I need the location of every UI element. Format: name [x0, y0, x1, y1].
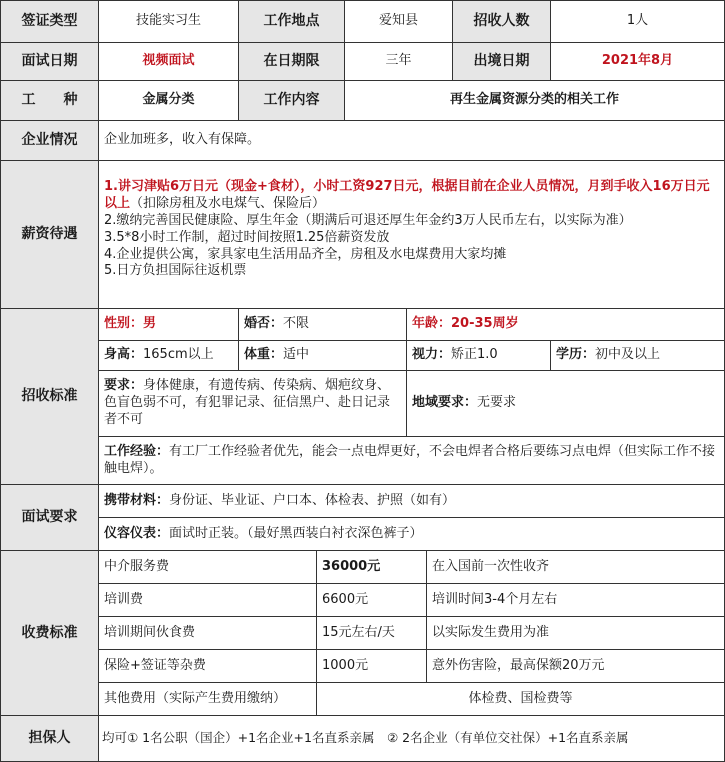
dress-label: 仪容仪表：: [104, 525, 170, 541]
region-value: 无要求: [477, 395, 517, 411]
location-label: 工作地点: [239, 1, 345, 43]
materials-cell: [99, 485, 725, 518]
interview-req-label: 面试要求: [1, 485, 99, 551]
marital-cell: [239, 309, 407, 341]
salary-line-2: 2.缴纳完善国民健康险、厚生年金（期满后可退还厚生年金约3万人民币左右，以实际为准）: [104, 212, 632, 228]
visa-type-value: 技能实习生: [99, 1, 239, 43]
fee-amount: 36000元: [317, 551, 427, 584]
fee-item: 培训期间伙食费: [99, 617, 317, 650]
education-label: 学历：: [556, 347, 596, 363]
requirement-label: 要求：: [104, 378, 144, 394]
visa-type-label: 签证类型: [1, 1, 99, 43]
salary-details: [99, 161, 725, 309]
weight-cell: [239, 341, 407, 371]
job-type-label: 工 种: [1, 81, 99, 121]
materials-label: 携带材料：: [104, 492, 170, 508]
headcount-value: 1人: [551, 1, 725, 43]
vision-label: 视力：: [412, 347, 452, 363]
materials-value: 身份证、毕业证、户口本、体检表、护照（如有）: [169, 492, 456, 508]
fee-note: 培训时间3-4个月左右: [427, 584, 725, 617]
job-type-value: 金属分类: [99, 81, 239, 121]
requirement-cell: [99, 371, 407, 437]
fee-note: 以实际发生费用为准: [427, 617, 725, 650]
company-label: 企业情况: [1, 121, 99, 161]
departure-value: 2021年8月: [551, 43, 725, 81]
fee-item: 中介服务费: [99, 551, 317, 584]
fee-other-item: 其他费用（实际产生费用缴纳）: [99, 683, 317, 716]
interview-date-label: 面试日期: [1, 43, 99, 81]
experience-value: 有工厂工作经验者优先，能会一点电焊更好，不会电焊者合格后要练习点电焊（但实际工作不接触电焊）。: [104, 443, 716, 476]
gender-cell: 性别：男: [99, 309, 239, 341]
education-value: 初中及以上: [595, 347, 661, 363]
salary-line-3: 3.5*8小时工作制，超过时间按照1.25倍薪资发放: [104, 229, 390, 245]
age-cell: 年龄：20-35周岁: [407, 309, 725, 341]
job-content-value: 再生金属资源分类的相关工作: [345, 81, 725, 121]
company-text: 企业加班多，收入有保障。: [99, 121, 725, 161]
job-content-label: 工作内容: [239, 81, 345, 121]
weight-label: 体重：: [244, 347, 284, 363]
fee-other-note: 体检费、国检费等: [317, 683, 725, 716]
marital-label: 婚否：: [244, 316, 284, 332]
fee-note: 在入国前一次性收齐: [427, 551, 725, 584]
experience-cell: [99, 437, 725, 485]
vision-value: 矫正1.0: [451, 347, 498, 363]
region-cell: [407, 371, 725, 437]
vision-cell: [407, 341, 551, 371]
headcount-label: 招收人数: [453, 1, 551, 43]
location-value: 爱知县: [345, 1, 453, 43]
salary-line-5: 5.日方负担国际往返机票: [104, 263, 247, 279]
height-value: 165cm以上: [143, 347, 214, 363]
fee-amount: 15元左右/天: [317, 617, 427, 650]
height-cell: [99, 341, 239, 371]
fees-label: 收费标准: [1, 551, 99, 716]
term-label: 在日期限: [239, 43, 345, 81]
salary-line-4: 4.企业提供公寓，家具家电生活用品齐全，房租及水电煤费用大家均摊: [104, 246, 507, 262]
region-label: 地域要求：: [412, 395, 478, 411]
education-cell: [551, 341, 725, 371]
experience-label: 工作经验：: [104, 443, 170, 459]
marital-value: 不限: [283, 316, 310, 332]
salary-line-1: 1.讲习津贴6万日元（现金+食材），小时工资927日元，根据目前在企业人员情况，月到手收入16万日元以上: [104, 179, 710, 211]
guarantor-text: 均可① 1名公职（国企）+1名企业+1名直系亲属 ② 2名企业（有单位交社保）+1名直系亲属: [99, 716, 725, 762]
weight-value: 适中: [283, 347, 310, 363]
fee-item: 培训费: [99, 584, 317, 617]
fee-item: 保险+签证等杂费: [99, 650, 317, 683]
fee-amount: 1000元: [317, 650, 427, 683]
departure-label: 出境日期: [453, 43, 551, 81]
term-value: 三年: [345, 43, 453, 81]
fee-note: 意外伤害险，最高保额20万元: [427, 650, 725, 683]
fee-amount: 6600元: [317, 584, 427, 617]
guarantor-label: 担保人: [1, 716, 99, 762]
salary-line-1-note: （扣除房租及水电煤气、保险后）: [130, 195, 326, 211]
requirement-value: 身体健康，有遗传病、传染病、烟疤纹身、色盲色弱不可，有犯罪记录、征信黑户、赴日记录者不可: [104, 378, 391, 427]
interview-date-value: 视频面试: [99, 43, 239, 81]
salary-label: 薪资待遇: [1, 161, 99, 309]
dress-cell: [99, 518, 725, 551]
recruit-label: 招收标准: [1, 309, 99, 485]
dress-value: 面试时正装。（最好黑西装白衬衣深色裤子）: [169, 525, 423, 541]
height-label: 身高：: [104, 347, 144, 363]
